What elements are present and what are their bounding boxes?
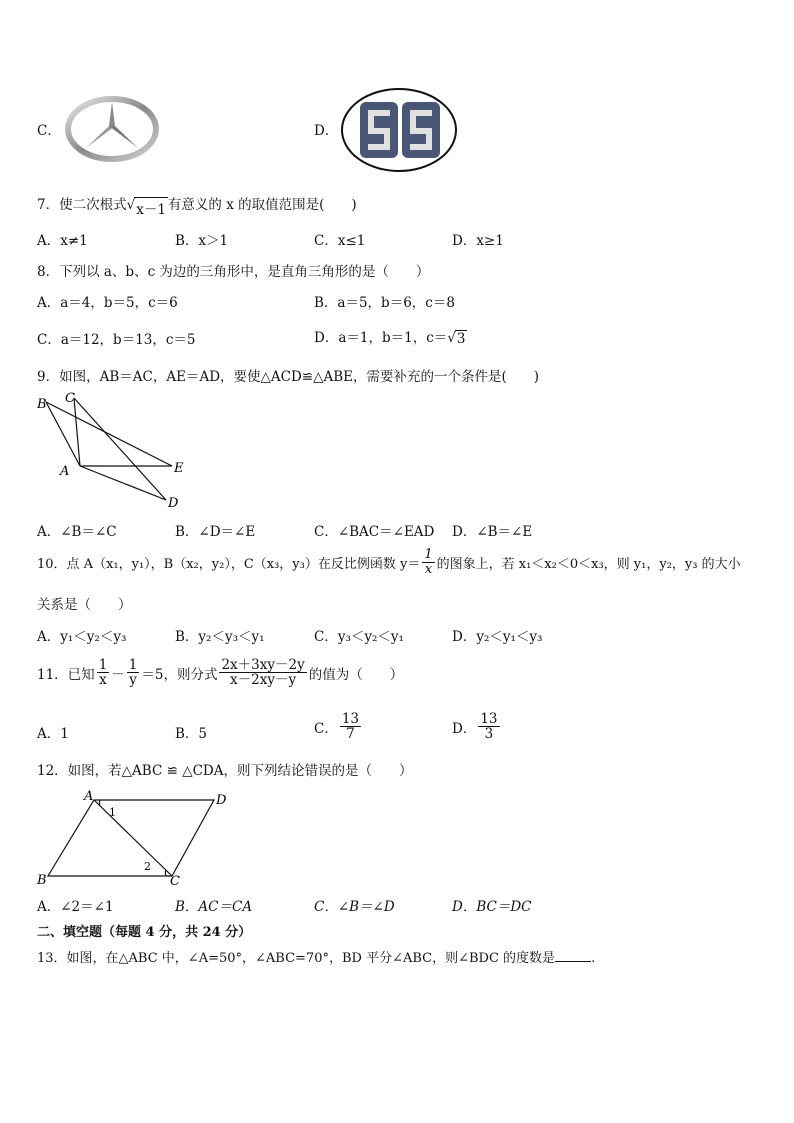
q10-stem: 10．点 A（x₁，y₁），B（x₂，y₂），C（x₃，y₃）在反比例函数 y＝ $\frac{1}{x}$ 的图象上，若 x₁＜x₂＜0＜x₃，则 y₁，y₂，y₃ 的大小 bbox=[37, 547, 741, 577]
q10-option-b[interactable]: B．y₂＜y₃＜y₁ bbox=[175, 629, 265, 645]
q12-option-b[interactable]: B．AC＝CA bbox=[175, 899, 253, 915]
option-c-label: C． bbox=[37, 123, 61, 139]
q10-option-d[interactable]: D．y₂＜y₁＜y₃ bbox=[452, 629, 543, 645]
q11-option-c[interactable]: C． $\frac{13}{7}$ bbox=[314, 711, 360, 743]
q9-label-c: C bbox=[65, 391, 75, 406]
q7-option-b[interactable]: B．x＞1 bbox=[175, 233, 229, 249]
q12-option-c[interactable]: C．∠B＝∠D bbox=[314, 899, 395, 915]
q7-option-a[interactable]: A．x≠1 bbox=[37, 233, 88, 249]
q12-option-d[interactable]: D．BC＝DC bbox=[452, 899, 532, 915]
q12-label-b: B bbox=[37, 873, 47, 888]
q7-stem: 7．使二次根式 √ x－1 有意义的 x 的取值范围是( ) bbox=[37, 197, 357, 218]
q9-stem: 9．如图，AB＝AC，AE＝AD，要使△ACD≌△ABE，需要补充的一个条件是( ) bbox=[37, 369, 540, 385]
q9-label-a: A bbox=[60, 464, 70, 479]
q12-parallelogram-diagram bbox=[34, 786, 234, 890]
q9-label-d: D bbox=[168, 496, 179, 511]
q12-label-a: A bbox=[84, 789, 94, 804]
q7-option-d[interactable]: D．x≥1 bbox=[452, 233, 504, 249]
q11-option-d[interactable]: D． $\frac{13}{3}$ bbox=[452, 711, 498, 743]
q9-option-d[interactable]: D．∠B＝∠E bbox=[452, 524, 533, 540]
q13-stem: 13．如图，在△ABC 中，∠A=50°，∠ABC=70°，BD 平分∠ABC，则∠BDC 的度数是 . bbox=[37, 951, 596, 966]
q9-option-b[interactable]: B．∠D＝∠E bbox=[175, 524, 256, 540]
q9-label-e: E bbox=[174, 461, 184, 476]
q8-option-d[interactable]: D．a＝1，b＝1，c＝ √ 3 bbox=[314, 330, 466, 347]
option-d-label: D． bbox=[314, 123, 339, 139]
q11-option-a[interactable]: A．1 bbox=[37, 726, 69, 742]
q11-option-b[interactable]: B．5 bbox=[175, 726, 208, 742]
q12-label-d: D bbox=[216, 793, 227, 808]
q10-stem-line2: 关系是（ ） bbox=[37, 597, 132, 613]
q8-stem: 8．下列以 a、b、c 为边的三角形中，是直角三角形的是（ ） bbox=[37, 264, 430, 280]
q9-triangle-diagram bbox=[34, 390, 194, 512]
section-2-title: 二、填空题（每题 4 分，共 24 分） bbox=[37, 925, 252, 940]
mercedes-logo-image bbox=[64, 96, 160, 162]
q12-stem: 12．如图，若△ABC ≌ △CDA，则下列结论错误的是（ ） bbox=[37, 763, 413, 779]
maze-logo-image bbox=[340, 86, 460, 174]
q7-sqrt: √ x－1 bbox=[126, 197, 166, 218]
q8-option-a[interactable]: A．a＝4，b＝5，c＝6 bbox=[37, 295, 178, 311]
q9-option-c[interactable]: C．∠BAC＝∠EAD bbox=[314, 524, 435, 540]
q13-answer-blank[interactable] bbox=[555, 949, 591, 962]
q12-angle-2: 2 bbox=[144, 860, 151, 873]
q7-option-c[interactable]: C．x≤1 bbox=[314, 233, 366, 249]
q11-stem: 11．已知 $\frac{1}{x}$ － $\frac{1}{y}$ ＝5，则分式 $\frac{2x+3xy-2y}{x-2xy-y}$ 的值为（ ） bbox=[37, 657, 404, 689]
q10-option-a[interactable]: A．y₁＜y₂＜y₃ bbox=[37, 629, 127, 645]
q10-option-c[interactable]: C．y₃＜y₂＜y₁ bbox=[314, 629, 404, 645]
q9-label-b: B bbox=[37, 397, 47, 412]
q8-option-b[interactable]: B．a＝5，b＝6，c＝8 bbox=[314, 295, 455, 311]
q12-angle-1: 1 bbox=[109, 806, 116, 819]
q8-option-c[interactable]: C．a＝12，b＝13，c＝5 bbox=[37, 332, 196, 348]
q12-label-c: C bbox=[170, 874, 180, 889]
q9-option-a[interactable]: A．∠B＝∠C bbox=[37, 524, 117, 540]
q12-option-a[interactable]: A．∠2＝∠1 bbox=[37, 899, 114, 915]
